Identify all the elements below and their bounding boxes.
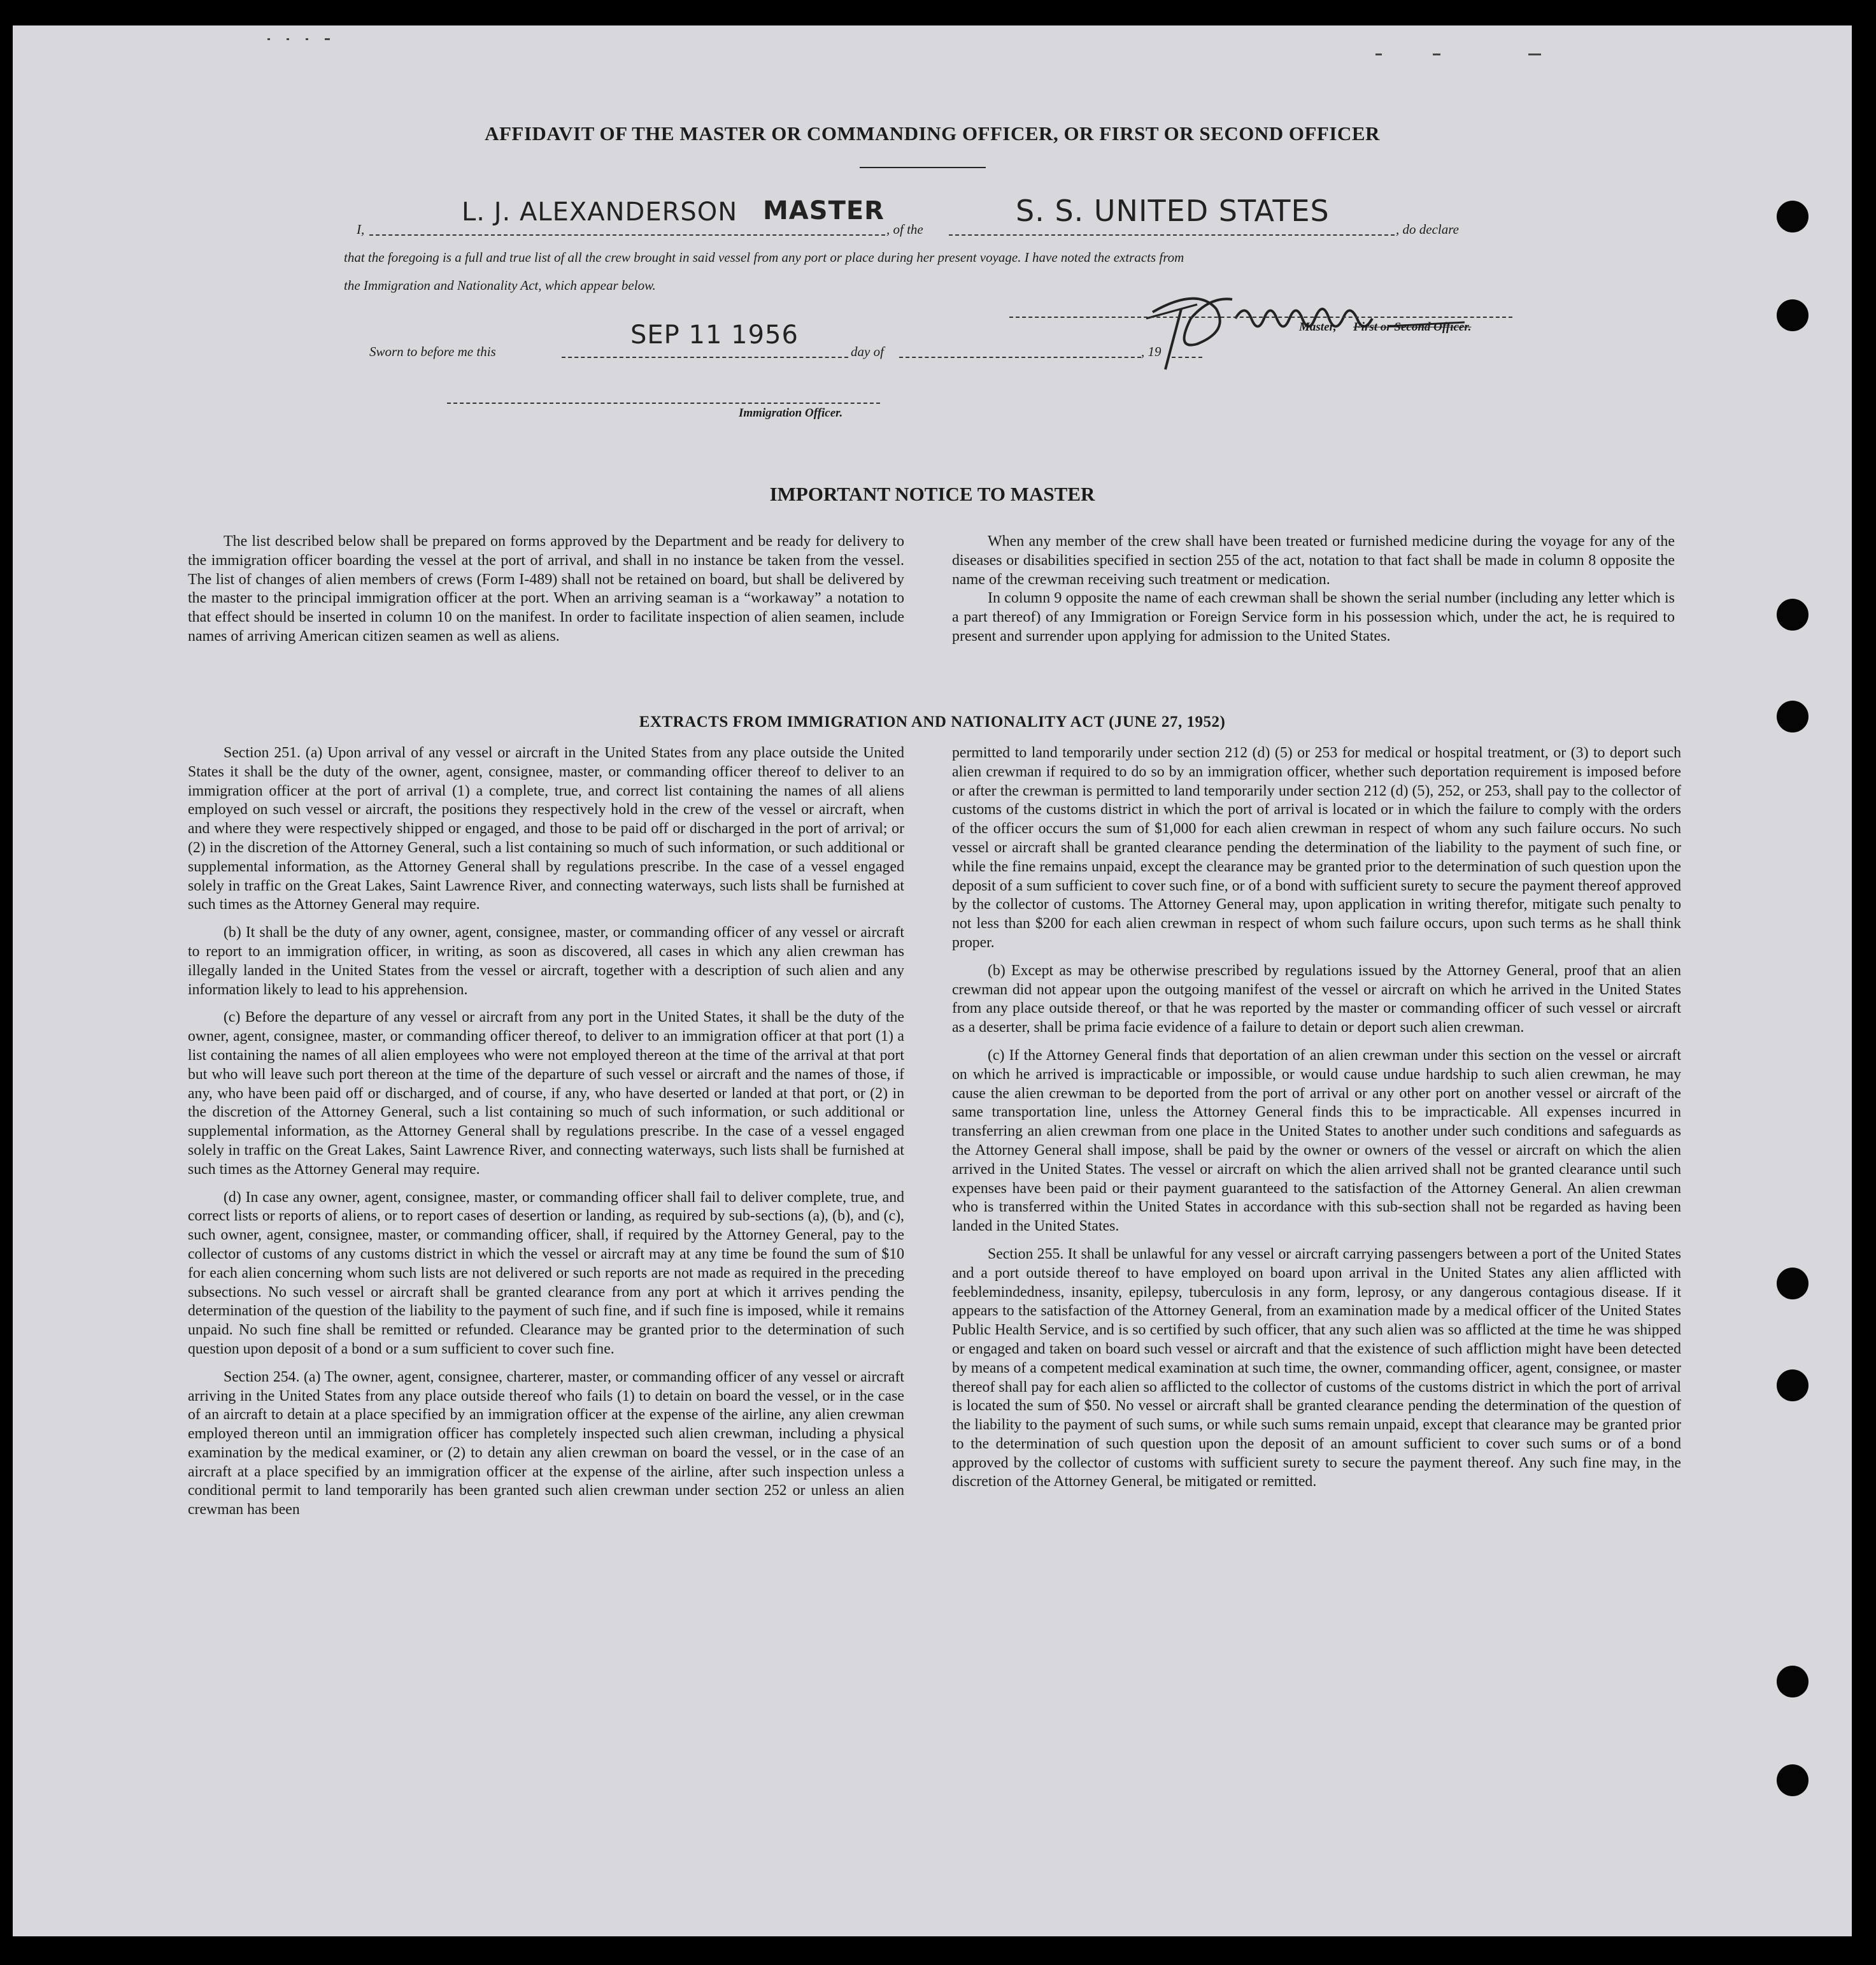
vessel-name-field[interactable]: S. S. UNITED STATES <box>1016 194 1330 228</box>
affidavit-title: AFFIDAVIT OF THE MASTER OR COMMANDING OFFICER, OR FIRST OR SECOND OFFICER <box>485 122 1380 145</box>
section-254-a-continued: permitted to land temporarily under section 212 (d) (5) or 253 for medical or hospital treatment, or (3) to deport such alien crewman if required to do so by an immigration officer, whether such deportation requirement is imposed before or after the crewman is permitted to land temporarily under section 212 (d) (5), 252, or 253, shall pay to the collector of customs of the customs district in which the port of arrival is located or in which the failure to comply with the orders of the officer occurs the sum of $1,000 for each alien crewman in respect of whom any such failure occurs. No such vessel or aircraft shall be granted clearance pending the determination of the liability to the payment of such fine, or while the fine remains unpaid, except the clearance may be granted prior to the determination of such question upon the deposit of a sum sufficient to cover such fine, or of a bond with sufficient surety to secure the payment thereof approved by the collector of customs. The Attorney General may, upon application in writing therefor, mitigate such penalty to not less than $200 for each alien crewman in respect of whom such failure occurs, upon such terms as he shall think proper. <box>952 745 1682 951</box>
officer-signature-line <box>447 403 880 404</box>
notice-left-column <box>188 532 904 647</box>
punch-hole <box>1777 1666 1808 1697</box>
day-of-label: day of <box>851 344 884 359</box>
section-254-c: (c) If the Attorney General finds that deportation of an alien crewman under this section on the vessel or aircraft on which he arrived is impracticable or impossible, or would cause undue hardship to such alien crewman, he may cause the alien crewman to be deported from the port of arrival or any other port on another vessel or aircraft of the same transportation line, unless the Attorney General finds this to be impracticable. All expenses incurred in transferring an alien crewman from one place in the United States to another under such conditions and safeguards as the Attorney General shall impose, shall be paid by the owner or owners of the vessel or aircraft on which the alien arrived in the United States. The vessel or aircraft on which the alien arrived shall not be granted clearance until such expenses have been paid or their payment guaranteed to the satisfaction of the Attorney General. An alien crewman who is transferred within the United States in accordance with this sub-section shall not be regarded as having been landed in the United States. <box>952 1047 1681 1235</box>
scan-speck <box>306 38 308 40</box>
month-line <box>899 357 1141 358</box>
section-251-b: (b) It shall be the duty of any owner, agent, consignee, master, or commanding officer of any vessel or aircraft to report to an immigration officer, in writing, as soon as discovered, all cases in which any alien crewman has illegally landed in the United States from the vessel or aircraft, together with a description of such alien and any information likely to lead to his apprehension. <box>188 924 904 998</box>
vessel-line <box>949 234 1395 236</box>
notice-right-paragraph-1: When any member of the crew shall have been treated or furnished medicine during the voyage for any of the diseases or disabilities specified in section 255 of the act, notation to that fact shall be made in column 8 opposite the name of the crewman receiving such treatment or medication. <box>952 533 1675 588</box>
extracts-left-column <box>188 744 904 1529</box>
section-254-a: Section 254. (a) The owner, agent, consignee, charterer, master, or commanding officer of any vessel or aircraft arriving in the United States from any place outside thereof who fails (1) to detain on board the vessel, or in the case of an aircraft to detain at a place specified by an immigration officer at the expense of the airline, any alien crewman employed thereon until an immigration officer has completely inspected such alien crewman, including a physical examination by the medical examiner, or (2) to detain any alien crewman on board the vessel, or in the case of an aircraft at a place specified by an immigration officer at the expense of the airline, after such inspection unless a conditional permit to land temporarily has been granted such alien crewman under section 252 or unless an alien crewman has been <box>188 1368 904 1518</box>
signature-line <box>1009 317 1512 318</box>
notice-left-paragraph: The list described below shall be prepared on forms approved by the Department and be ready for delivery to the immigration officer boarding the vessel at the port of arrival, and shall in no instance be taken from the vessel. The list of changes of alien members of crews (Form I-489) shall not be retained on board, but shall be delivered by the master to the principal immigration officer at the port. When an arriving seaman is a “workaway” a notation to that effect should be inserted in column 10 on the manifest. In order to facilitate inspection of alien seamen, include names of arriving American citizen seamen as well as aliens. <box>188 533 904 645</box>
extracts-right-column <box>952 744 1681 1501</box>
section-255: Section 255. It shall be unlawful for any vessel or aircraft carrying passengers between a port of the United States and a port outside thereof to have employed on board upon arrival in the United States any alien afflicted with feeblemindedness, insanity, epilepsy, tuberculosis in any form, leprosy, or any dangerous contagious disease. If it appears to the satisfaction of the Attorney General, from an examination made by a medical officer of the United States Public Health Service, and is so certified by such officer, that any such alien was so afflicted at the time he was shipped or engaged and taken on board such vessel or aircraft and that the existence of such affliction might have been detected by means of a competent medical examination at such time, the owner, commanding officer, agent, consignee, or master thereof shall pay for each alien so afflicted to the collector of customs of the customs district in which the port of arrival is located the sum of $50. No vessel or aircraft shall be granted clearance pending the determination of the question of the liability to the payment of such sums, or while such sums remain unpaid, except that clearance may be granted prior to the determination of such question upon the deposit of an amount sufficient to cover such sums or of a bond approved by the collector of customs with sufficient surety to secure the payment thereof. Any such fine may, in the discretion of the Attorney General, be mitigated or remitted. <box>952 1245 1681 1490</box>
scan-speck <box>1433 54 1440 55</box>
sworn-label: Sworn to before me this <box>369 344 496 359</box>
sworn-date-line <box>562 357 848 358</box>
statement-line-1: that the foregoing is a full and true list of all the crew brought in said vessel from any port or place during her present voyage. I have noted the extracts from <box>344 250 1184 265</box>
title-rule <box>860 167 986 168</box>
scan-speck <box>1528 54 1541 55</box>
year-line <box>1172 357 1202 358</box>
notice-title: IMPORTANT NOTICE TO MASTER <box>769 483 1095 505</box>
punch-hole <box>1777 201 1808 232</box>
rank-field[interactable]: MASTER <box>763 196 885 225</box>
punch-hole <box>1777 599 1808 631</box>
section-251-a: Section 251. (a) Upon arrival of any vessel or aircraft in the United States from any place outside the United States it shall be the duty of the owner, agent, consignee, master, or commanding officer thereof to deliver to an immigration officer at the port of arrival (1) a complete, true, and correct list containing the names of all aliens employed on such vessel or aircraft, the positions they respectively hold in the crew of the vessel or aircraft, when and where they were respectively shipped or engaged, and those to be paid off or discharged in the port of arrival; or (2) in the discretion of the Attorney General, such a list containing so much of such information, or such additional or supplemental information, as the Attorney General shall by regulations prescribe. In the case of a vessel engaged solely in traffic on the Great Lakes, Saint Lawrence River, and connecting waterways, such lists shall be furnished at such times as the Attorney General may require. <box>188 745 904 913</box>
name-line <box>369 234 885 236</box>
scan-speck <box>267 38 270 40</box>
scan-speck <box>325 38 330 40</box>
master-name-field[interactable]: L. J. ALEXANDERSON <box>462 197 738 227</box>
notice-right-paragraph-2: In column 9 opposite the name of each crewman shall be shown the serial number (including any letter which is a part thereof) of any Immigration or Foreign Service form in his possession which, under the act, he is required to present and surrender upon applying for admission to the United States. <box>952 590 1675 645</box>
label-of-the: , of the <box>886 222 923 237</box>
document-page <box>13 25 1852 1936</box>
extracts-title: EXTRACTS FROM IMMIGRATION AND NATIONALITY ACT (JUNE 27, 1952) <box>639 713 1226 731</box>
label-i: I, <box>357 222 365 237</box>
officer-caption: Immigration Officer. <box>739 406 843 420</box>
punch-hole <box>1777 1764 1808 1796</box>
label-do-declare: , do declare <box>1396 222 1459 237</box>
punch-hole <box>1777 1268 1808 1299</box>
sworn-date-stamp[interactable]: SEP 11 1956 <box>630 320 799 350</box>
punch-hole <box>1777 299 1808 331</box>
section-251-c: (c) Before the departure of any vessel or aircraft from any port in the United States, it shall be the duty of the owner, agent, consignee, master, or commanding officer thereof, to deliver to an immigration officer at that port (1) a list containing the names of all alien employees who were not employed thereon at the time of the arrival at that port but who will leave such port thereon at the time of the departure of such vessel or aircraft and the names of those, if any, who have been paid off or discharged, and of course, if any, who have deserted or landed at that port, or (2) in the discretion of the Attorney General, such a list containing so much of such information, or such additional or supplemental information, as the Attorney General shall by regulations prescribe. In the case of a vessel engaged solely in traffic on the Great Lakes, Saint Lawrence River, and connecting waterways, such lists shall be furnished at such times as the Attorney General may require. <box>188 1009 904 1178</box>
statement-line-2: the Immigration and Nationality Act, which appear below. <box>344 278 656 293</box>
section-254-b: (b) Except as may be otherwise prescribed by regulations issued by the Attorney General, proof that an alien crewman did not appear upon the outgoing manifest of the vessel or aircraft on which he arrived in the United States from any place outside thereof, or that he was reported by the master or commanding officer of such vessel or aircraft as a deserter, shall be prima facie evidence of a failure to detain or deport such alien crewman. <box>952 962 1681 1036</box>
scan-speck <box>287 38 289 40</box>
signature-caption-struck: First or Second Officer. <box>1353 320 1472 334</box>
notice-right-column <box>952 532 1675 647</box>
year-label: , 19 <box>1141 344 1162 359</box>
section-251-d: (d) In case any owner, agent, consignee, master, or commanding officer shall fail to deliver complete, true, and correct lists or reports of aliens, or to report cases of desertion or landing, as required by sub-sections (a), (b), and (c), such owner, agent, consignee, master, or commanding officer, shall, if required by the Attorney General, pay to the collector of customs of any customs district in which the vessel or aircraft may at any time be found the sum of $10 for each alien concerning whom such lists are not delivered or such reports are not made as required in the preceding subsections. No such vessel or aircraft shall be granted clearance from any port at which it arrives pending the determination of the question of the liability to the payment of such fine, and if such fine is imposed, while it remains unpaid. No such fine shall be remitted or refunded. Clearance may be granted prior to the determination of such question upon deposit of a bond or a sum sufficient to cover such fine. <box>188 1189 904 1357</box>
signature-caption-master: Master, <box>1299 320 1337 334</box>
punch-hole <box>1777 1369 1808 1401</box>
scan-speck <box>1375 54 1382 55</box>
